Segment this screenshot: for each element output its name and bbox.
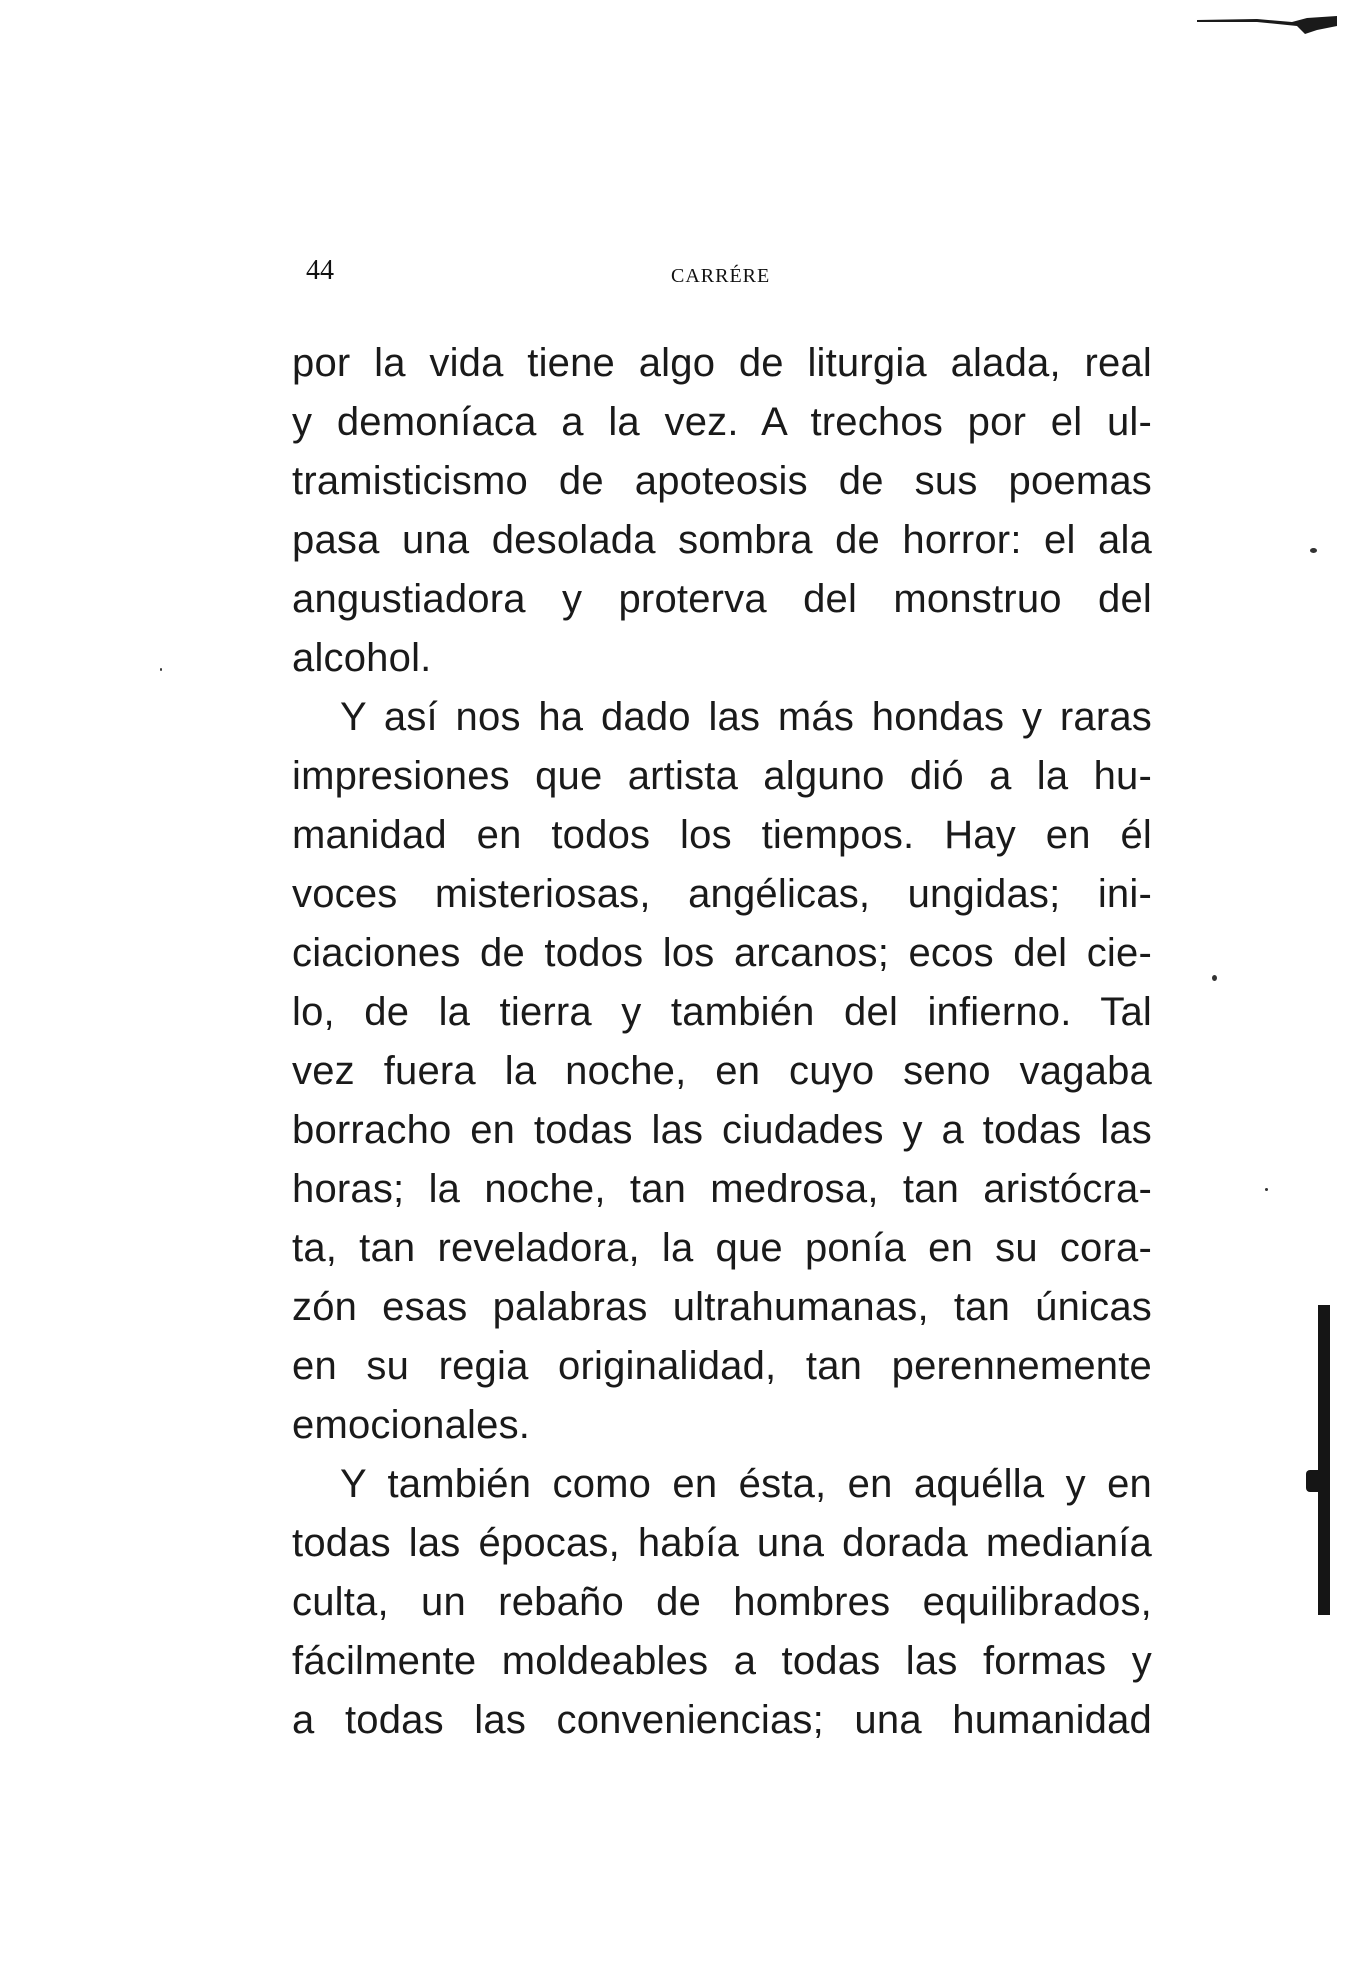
scan-speck xyxy=(160,668,162,671)
text-line: y demoníaca a la vez. A trechos por el ul- xyxy=(292,400,1152,444)
text-line: emocionales. xyxy=(292,1403,531,1447)
paragraph-start-line: Y así nos ha dado las más hondas y raras xyxy=(340,695,1152,739)
scan-binding-shadow xyxy=(1318,1305,1330,1615)
running-title: CARRÉRE xyxy=(671,265,771,287)
paragraph-start-line: Y también como en ésta, en aquélla y en xyxy=(340,1462,1152,1506)
text-line: ta, tan reveladora, la que ponía en su cora- xyxy=(292,1226,1152,1270)
scan-speck xyxy=(1265,1188,1268,1191)
scan-smudge-icon xyxy=(1197,12,1337,36)
text-line: todas las épocas, había una dorada medianía xyxy=(292,1521,1152,1565)
text-line: lo, de la tierra y también del infierno. Tal xyxy=(292,990,1152,1034)
text-line: zón esas palabras ultrahumanas, tan únicas xyxy=(292,1285,1152,1329)
scan-speck xyxy=(1212,975,1217,981)
text-line: angustiadora y proterva del monstruo del xyxy=(292,577,1152,621)
text-line: voces misteriosas, angélicas, ungidas; ini- xyxy=(292,872,1152,916)
scan-binding-notch xyxy=(1306,1470,1320,1492)
text-line: en su regia originalidad, tan perennemente xyxy=(292,1344,1152,1388)
text-line: por la vida tiene algo de liturgia alada, real xyxy=(292,341,1152,385)
body-text xyxy=(292,334,1152,1750)
text-line: pasa una desolada sombra de horror: el ala xyxy=(292,518,1152,562)
text-line: ciaciones de todos los arcanos; ecos del cie- xyxy=(292,931,1152,975)
text-line: a todas las conveniencias; una humanidad xyxy=(292,1698,1152,1742)
page-number: 44 xyxy=(306,255,334,286)
text-line: impresiones que artista alguno dió a la hu- xyxy=(292,754,1152,798)
text-line: vez fuera la noche, en cuyo seno vagaba xyxy=(292,1049,1152,1093)
text-line: tramisticismo de apoteosis de sus poemas xyxy=(292,459,1152,503)
text-line: manidad en todos los tiempos. Hay en él xyxy=(292,813,1152,857)
text-line: alcohol. xyxy=(292,636,432,680)
text-line: horas; la noche, tan medrosa, tan aristócra- xyxy=(292,1167,1152,1211)
scan-speck xyxy=(1310,548,1317,553)
text-line: culta, un rebaño de hombres equilibrados, xyxy=(292,1580,1152,1624)
running-head xyxy=(306,255,1136,295)
text-line: borracho en todas las ciudades y a todas las xyxy=(292,1108,1152,1152)
text-line: fácilmente moldeables a todas las formas y xyxy=(292,1639,1152,1683)
